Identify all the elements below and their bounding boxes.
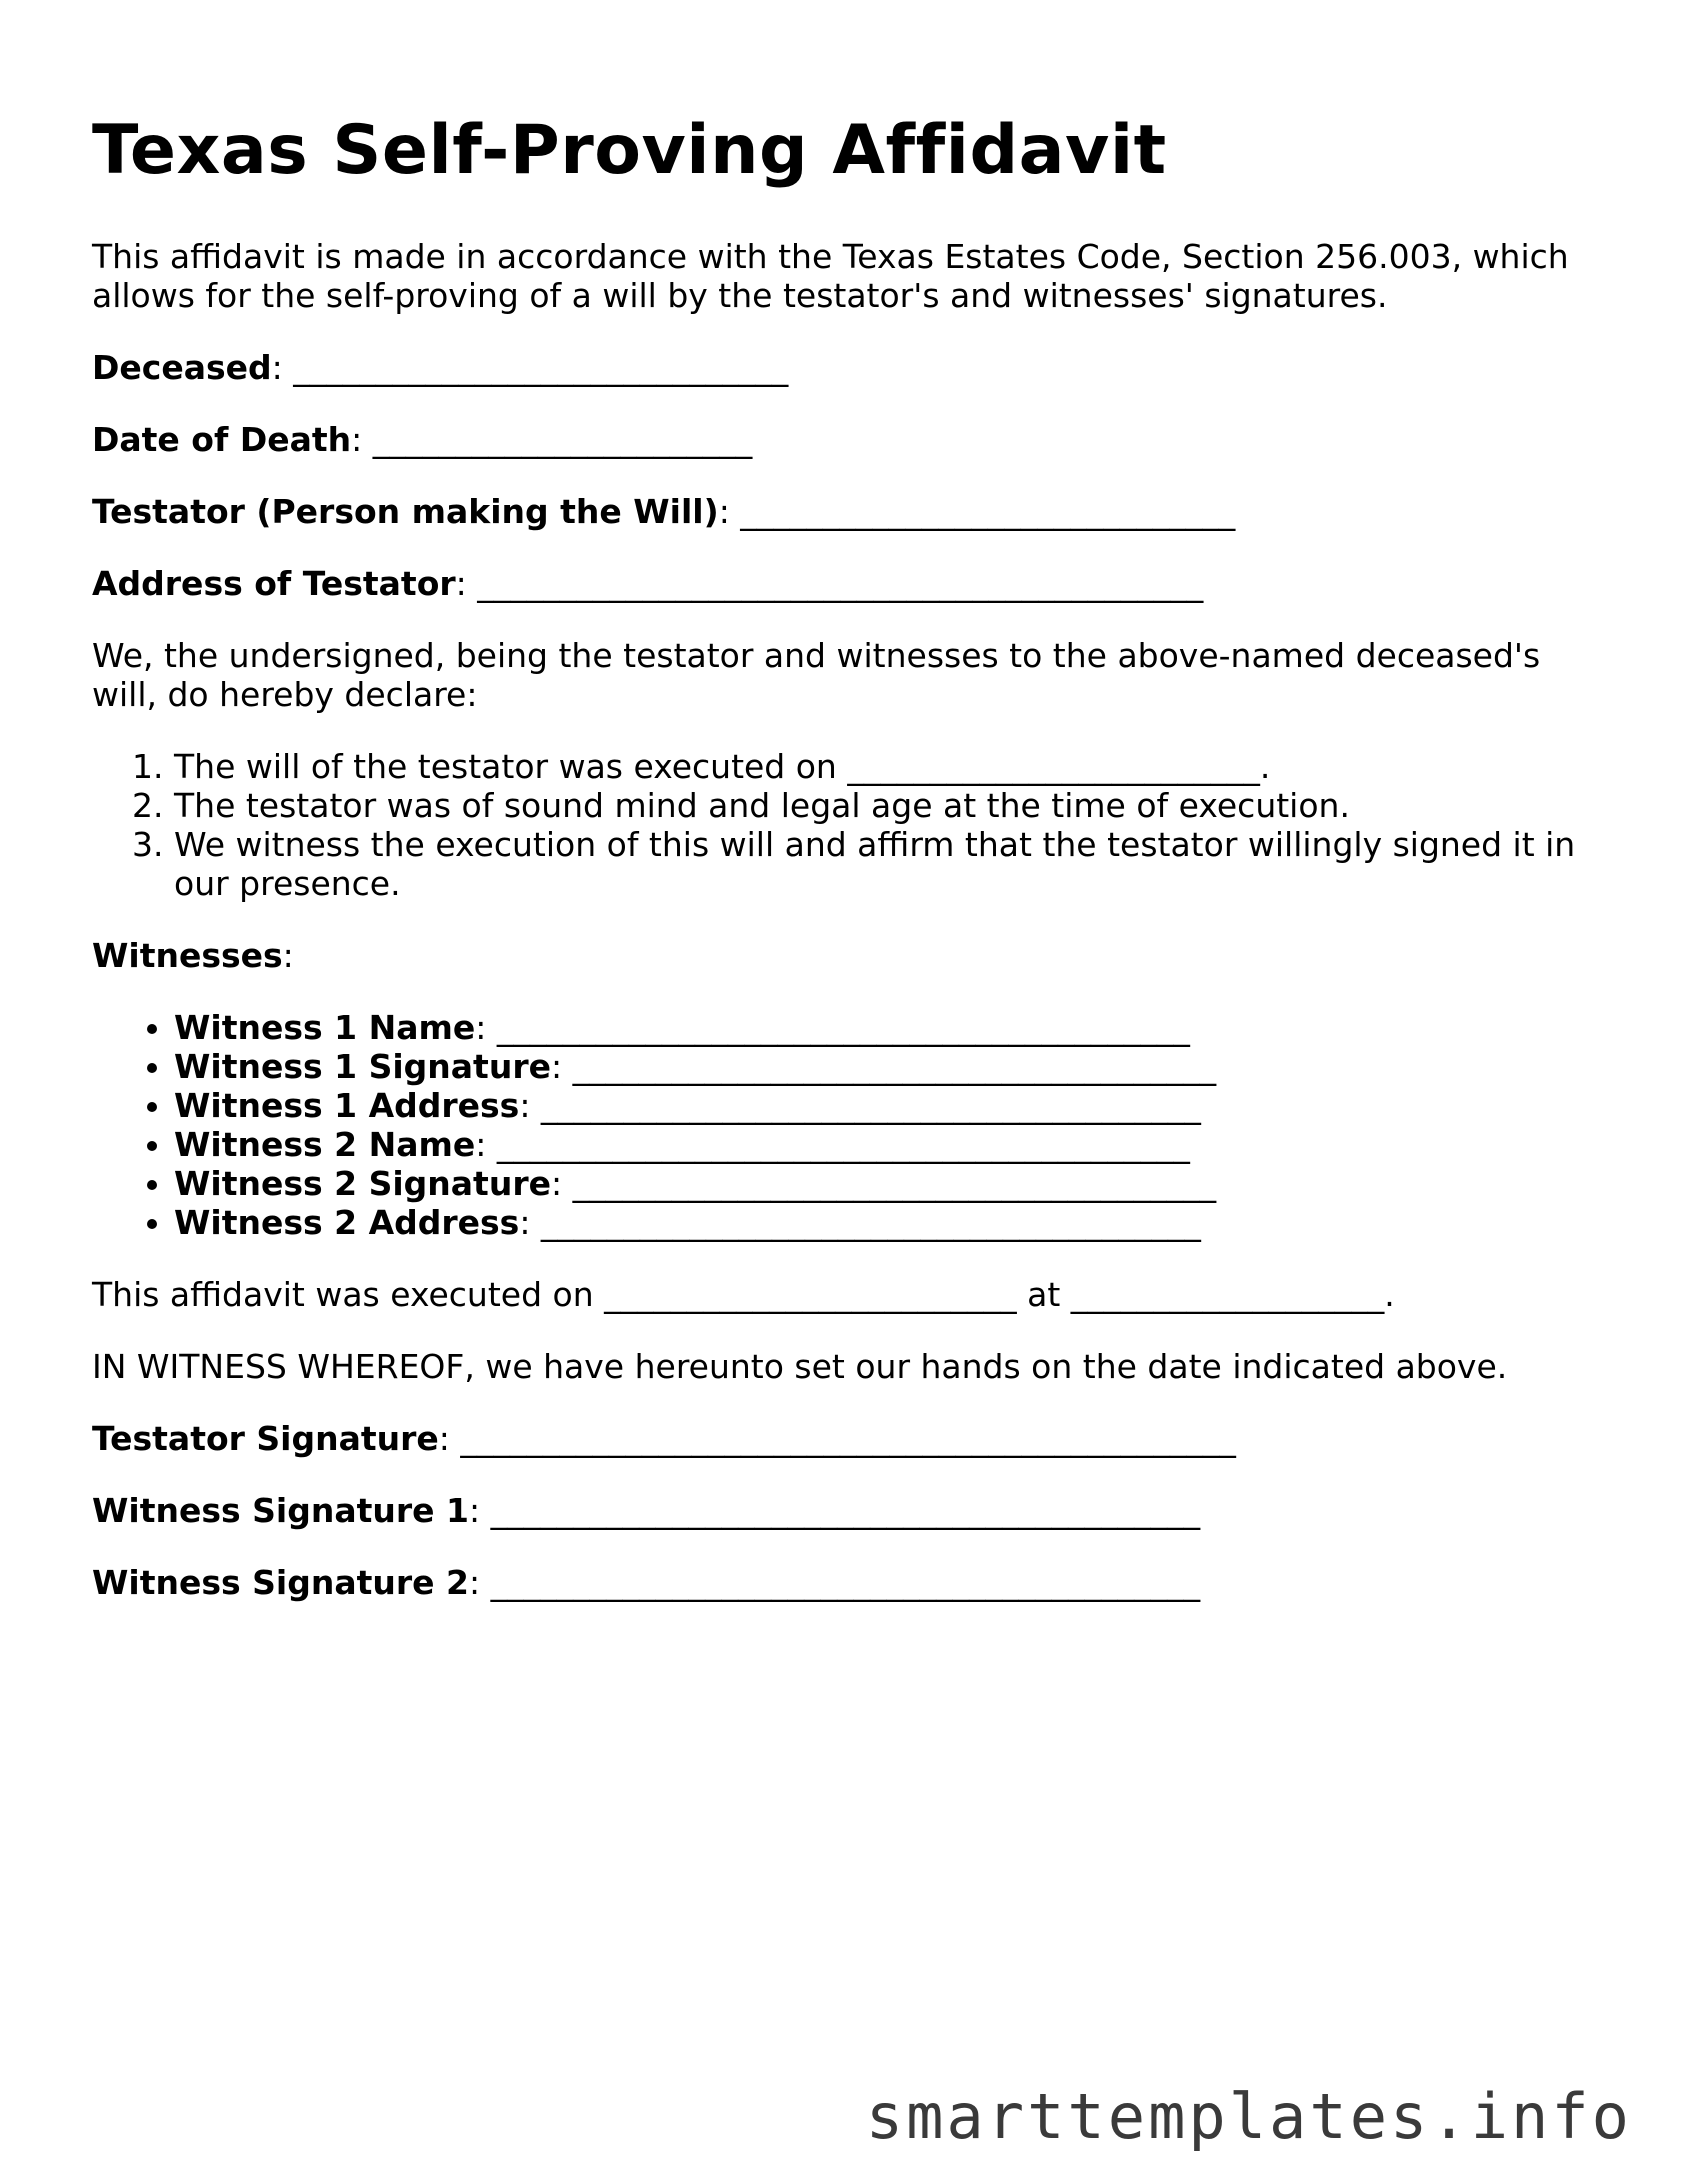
watermark: smarttemplates.info xyxy=(865,2080,1632,2153)
testator-signature-field xyxy=(92,1419,1592,1458)
declaration-paragraph: We, the undersigned, being the testator and witnesses to the above-named deceased's will, do hereby declare: xyxy=(92,635,1541,714)
executed-on-paragraph: This affidavit was executed on _________________________ at ___________________. xyxy=(92,1274,1395,1314)
witness-2-signature-label: Witness 2 Signature xyxy=(174,1163,551,1203)
testator-field xyxy=(92,492,1592,531)
witnesses-heading-label: Witnesses xyxy=(92,935,283,975)
witness-1-address-item xyxy=(174,1086,1592,1125)
witness-2-address-item xyxy=(174,1203,1592,1242)
witness-1-name-blank[interactable]: : __________________________________________ xyxy=(475,1007,1190,1047)
witness-2-signature-blank[interactable]: : _______________________________________ xyxy=(550,1163,1217,1203)
testator-address-blank[interactable]: : ____________________________________________ xyxy=(455,563,1204,603)
declaration-item: 2. The testator was of sound mind and legal age at the time of execution. xyxy=(174,786,1592,825)
witness-1-signature-blank[interactable]: : _______________________________________ xyxy=(550,1046,1217,1086)
declaration-item: 3. We witness the execution of this will and affirm that the testator willingly signed it in our presence. xyxy=(174,825,1592,903)
witness-signature-2-label: Witness Signature 2 xyxy=(92,1562,469,1602)
witness-2-address-label: Witness 2 Address xyxy=(174,1202,520,1242)
testator-signature-blank[interactable]: : _______________________________________________ xyxy=(438,1418,1236,1458)
witness-fields-list xyxy=(92,1008,1592,1242)
date-of-death-label: Date of Death xyxy=(92,419,352,459)
witness-2-name-blank[interactable]: : __________________________________________ xyxy=(475,1124,1190,1164)
page-title: Texas Self-Proving Affidavit xyxy=(92,111,1167,190)
witness-1-address-blank[interactable]: : ________________________________________ xyxy=(519,1085,1201,1125)
deceased-blank[interactable]: : ______________________________ xyxy=(271,347,789,387)
deceased-field xyxy=(92,348,1592,387)
testator-address-label: Address of Testator xyxy=(92,563,456,603)
document-page xyxy=(92,110,1592,1635)
witness-signature-2-field xyxy=(92,1563,1592,1602)
witness-signature-1-label: Witness Signature 1 xyxy=(92,1490,469,1530)
witness-1-address-label: Witness 1 Address xyxy=(174,1085,520,1125)
date-of-death-blank[interactable]: : _______________________ xyxy=(351,419,753,459)
witness-2-address-blank[interactable]: : ________________________________________ xyxy=(519,1202,1201,1242)
testator-address-field xyxy=(92,564,1592,603)
testator-blank[interactable]: : ______________________________ xyxy=(718,491,1236,531)
witness-2-signature-item xyxy=(174,1164,1592,1203)
declaration-list xyxy=(92,747,1592,903)
witness-1-name-item xyxy=(174,1008,1592,1047)
witnesses-heading-colon: : xyxy=(282,935,294,975)
testator-signature-label: Testator Signature xyxy=(92,1418,439,1458)
witnesses-heading xyxy=(92,936,1592,975)
deceased-label: Deceased xyxy=(92,347,272,387)
in-witness-paragraph: IN WITNESS WHEREOF, we have hereunto set our hands on the date indicated above. xyxy=(92,1346,1508,1386)
witness-signature-1-blank[interactable]: : ___________________________________________ xyxy=(468,1490,1201,1530)
testator-label: Testator (Person making the Will) xyxy=(92,491,719,531)
witness-1-signature-label: Witness 1 Signature xyxy=(174,1046,551,1086)
witness-signature-1-field xyxy=(92,1491,1592,1530)
declaration-item: 1. The will of the testator was executed on _________________________. xyxy=(174,747,1592,786)
witness-2-name-label: Witness 2 Name xyxy=(174,1124,476,1164)
date-of-death-field xyxy=(92,420,1592,459)
witness-signature-2-blank[interactable]: : ___________________________________________ xyxy=(468,1562,1201,1602)
witness-2-name-item xyxy=(174,1125,1592,1164)
intro-paragraph: This affidavit is made in accordance with the Texas Estates Code, Section 256.003, which allows for the self-proving of a will by the testator's and witnesses' signatures. xyxy=(92,236,1569,315)
witness-1-name-label: Witness 1 Name xyxy=(174,1007,476,1047)
witness-1-signature-item xyxy=(174,1047,1592,1086)
